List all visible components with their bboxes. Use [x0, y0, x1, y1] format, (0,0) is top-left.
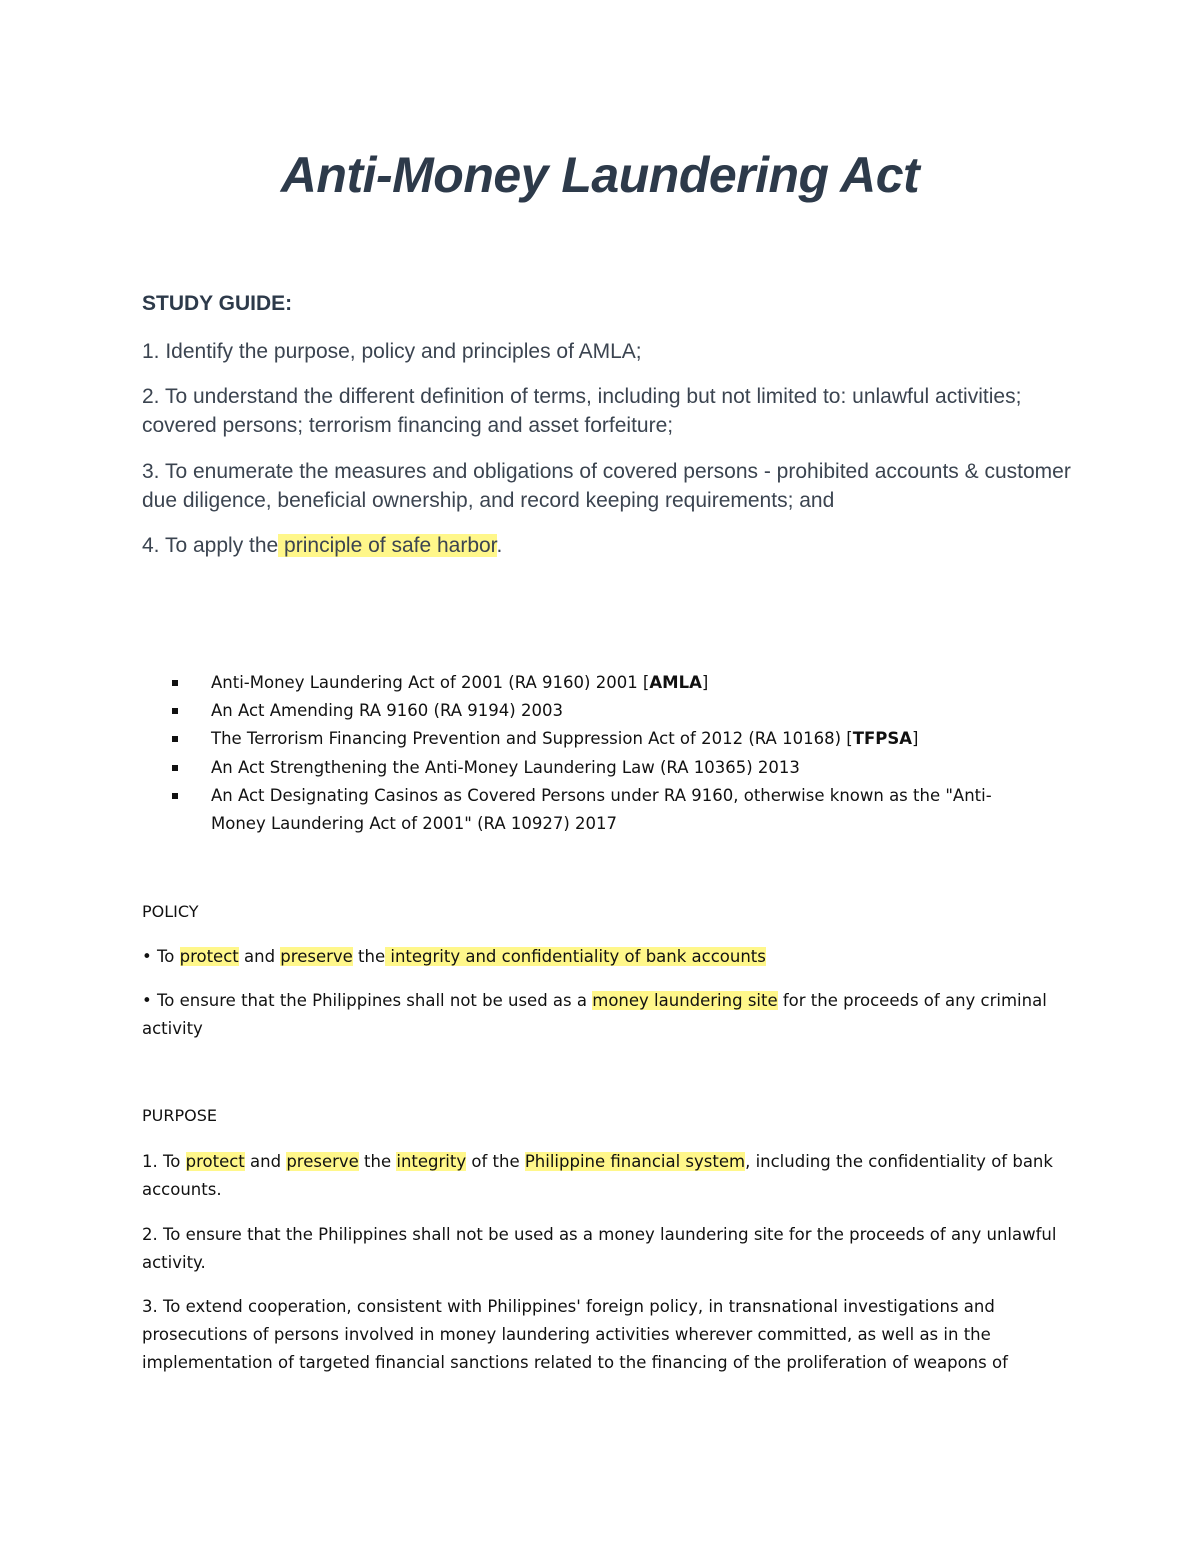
purpose-text: and — [244, 1152, 287, 1171]
highlighted-text: integrity — [396, 1152, 467, 1171]
highlighted-text: integrity and confidentiality of bank accounts — [385, 947, 766, 966]
law-text-end: ] — [911, 729, 919, 748]
law-text: Anti-Money Laundering Act of 2001 (RA 9160) 2001 [ — [211, 673, 650, 692]
purpose-text: of the — [466, 1152, 525, 1171]
item-text: To enumerate the measures and obligations of covered persons - prohibited accounts & customer due diligence, beneficial ownership, and record keeping requirements; and — [142, 460, 1071, 512]
study-guide-item-1 — [142, 337, 1072, 366]
square-bullet-icon — [172, 708, 178, 714]
policy-text: • To — [142, 947, 180, 966]
page-title: Anti-Money Laundering Act — [280, 147, 920, 203]
square-bullet-icon — [172, 736, 178, 742]
law-acronym: TFPSA — [852, 729, 912, 748]
highlighted-text: preserve — [280, 947, 353, 966]
purpose-heading: PURPOSE — [142, 1106, 217, 1125]
purpose-item-3: 3. To extend cooperation, consistent with Philippines' foreign policy, in transnational investigations and prosecutions of persons involved in money laundering activities wherever committed, as well as in the implementation of targeted financial sanctions related to the financing of the proliferation of weapons of — [142, 1297, 1008, 1372]
policy-item-2 — [142, 987, 1062, 1043]
highlighted-text: principle of safe harbor — [278, 534, 497, 557]
policy-text: the — [352, 947, 386, 966]
highlighted-text: protect — [185, 1152, 245, 1171]
study-guide-item-2 — [142, 382, 1072, 440]
item-text: To apply the — [159, 534, 279, 557]
law-text: The Terrorism Financing Prevention and Suppression Act of 2012 (RA 10168) [ — [211, 729, 853, 748]
purpose-text: 1. To — [142, 1152, 186, 1171]
law-text-end: ] — [701, 673, 709, 692]
purpose-item-1 — [142, 1148, 1062, 1204]
square-bullet-icon — [172, 765, 178, 771]
purpose-item-2: 2. To ensure that the Philippines shall not be used as a money laundering site for the proceeds of any unlawful activity. — [142, 1225, 1057, 1272]
study-guide-item-4 — [142, 531, 1072, 560]
highlighted-text: preserve — [286, 1152, 359, 1171]
law-acronym: AMLA — [649, 673, 702, 692]
item-number: 2. — [142, 385, 160, 408]
law-text: An Act Amending RA 9160 (RA 9194) 2003 — [211, 701, 563, 720]
highlighted-text: Philippine financial system — [524, 1152, 746, 1171]
square-bullet-icon — [172, 793, 178, 799]
policy-text: for the proceeds of any criminal activity — [142, 991, 1047, 1038]
item-text-end: . — [496, 534, 503, 557]
item-text: To understand the different definition of terms, including but not limited to: unlawful activities; covered persons; terrorism financing and asset forfeiture; — [142, 385, 1022, 437]
square-bullet-icon — [172, 680, 178, 686]
purpose-text: , including the confidentiality of bank accounts. — [142, 1152, 1053, 1199]
policy-text: and — [238, 947, 281, 966]
policy-item-1 — [142, 943, 1062, 971]
highlighted-text: money laundering site — [592, 991, 778, 1010]
study-guide-item-3 — [142, 457, 1072, 515]
policy-text: • To ensure that the Philippines shall not be used as a — [142, 991, 593, 1010]
purpose-text: the — [358, 1152, 397, 1171]
study-guide-heading: STUDY GUIDE: — [142, 292, 293, 315]
item-number: 1. — [142, 340, 160, 363]
item-text: Identify the purpose, policy and principles of AMLA; — [159, 340, 642, 363]
policy-heading: POLICY — [142, 902, 199, 921]
highlighted-text: protect — [179, 947, 239, 966]
law-text: An Act Designating Casinos as Covered Persons under RA 9160, otherwise known as the "Anti-Money Laundering Act of 2001" (RA 10927) 2017 — [211, 786, 992, 833]
item-number: 4. — [142, 534, 160, 557]
item-number: 3. — [142, 460, 160, 483]
law-text: An Act Strengthening the Anti-Money Laundering Law (RA 10365) 2013 — [211, 758, 800, 777]
